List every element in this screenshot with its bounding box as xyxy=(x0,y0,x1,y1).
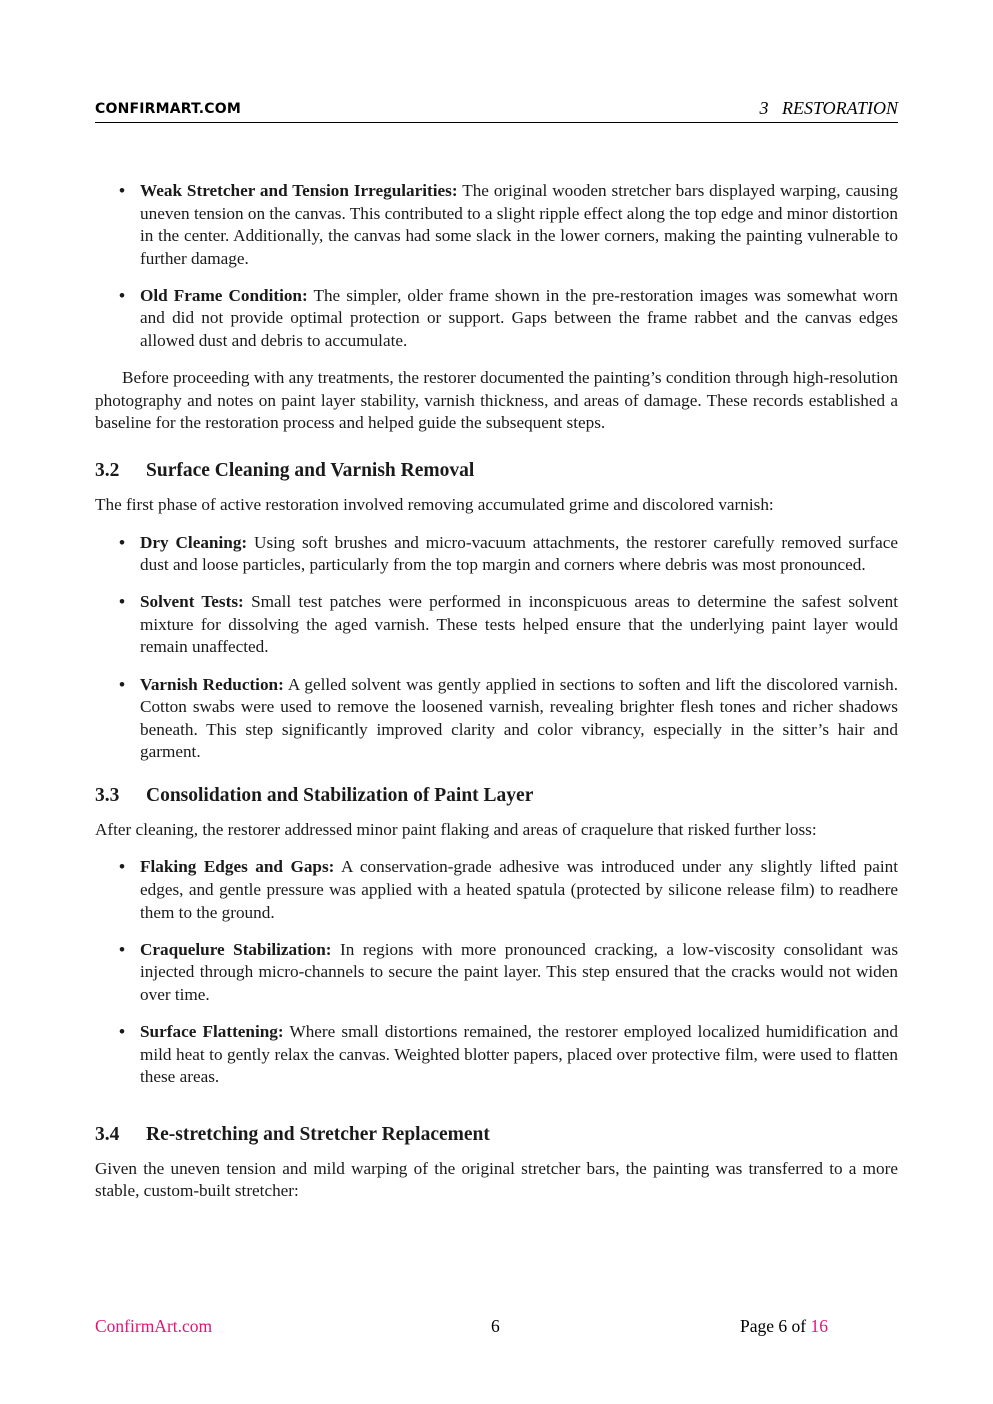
item-text: The simpler, older frame shown in the pre-restoration images was somewhat worn and did not provide optimal protection or support. Gaps between the frame rabbet and the canvas edges allowed dust and debris to accumulate. xyxy=(140,285,898,351)
bullet-icon: • xyxy=(119,674,126,694)
documentation-paragraph: Before proceeding with any treatments, the restorer documented the painting’s condition through high-resolution photography and notes on paint layer stability, varnish thickness, and areas of damage. These records established a baseline for the restoration process and helped guide the subsequent steps. xyxy=(95,368,898,433)
section-number: 3.3 xyxy=(95,784,120,806)
section-intro: The first phase of active restoration involved removing accumulated grime and discolored varnish: xyxy=(95,494,774,514)
section-number: 3.2 xyxy=(95,459,120,481)
section-heading-3-3 xyxy=(95,784,898,808)
item-title: Solvent Tests: xyxy=(140,592,244,612)
item-text: A gelled solvent was gently applied in sections to soften and lift the discolored varnish. Cotton swabs were used to remove the loosened varnish, revealing brighter flesh tones and richer shadows beneath. This step significantly improved clarity and color vibrancy, especially in the sitter’s hair and garment. xyxy=(140,674,898,762)
item-title: Craquelure Stabilization: xyxy=(140,939,332,959)
section-heading-3-2 xyxy=(95,459,898,483)
cleaning-list xyxy=(95,532,898,764)
item-text: Small test patches were performed in inconspicuous areas to determine the safest solvent mixture for dissolving the aged varnish. These tests helped ensure that the underlying paint layer would remain unaffected. xyxy=(140,592,899,657)
list-item xyxy=(95,856,898,924)
footer-site-link[interactable]: ConfirmArt.com xyxy=(95,1316,213,1336)
item-text: In regions with more pronounced cracking, a low-viscosity consolidant was injected through micro-channels to secure the paint layer. This step ensured that the cracks would not widen over time. xyxy=(140,939,899,1004)
item-title: Weak Stretcher and Tension Irregularities: xyxy=(140,181,458,200)
page-header xyxy=(95,98,898,123)
page-of-label: Page 6 of xyxy=(740,1316,811,1336)
bullet-icon: • xyxy=(119,285,126,305)
list-item xyxy=(95,591,898,659)
item-title: Flaking Edges and Gaps: xyxy=(140,857,335,877)
list-item xyxy=(95,1021,898,1089)
item-title: Old Frame Condition: xyxy=(140,285,308,305)
list-item xyxy=(95,285,898,353)
footer-page-number: 6 xyxy=(491,1316,500,1336)
section-intro: Given the uneven tension and mild warping of the original stretcher bars, the painting was transferred to a more stable, custom-built stretcher: xyxy=(95,1158,898,1201)
total-pages-link[interactable]: 16 xyxy=(810,1316,828,1336)
bullet-icon: • xyxy=(119,1022,126,1042)
section-title: Consolidation and Stabilization of Paint Layer xyxy=(146,784,534,806)
item-title: Surface Flattening: xyxy=(140,1022,284,1042)
list-item xyxy=(95,674,898,764)
footer-page-count xyxy=(740,1316,828,1337)
bullet-icon: • xyxy=(119,939,126,959)
bullet-icon: • xyxy=(119,857,126,877)
item-title: Dry Cleaning: xyxy=(140,532,248,552)
page-footer xyxy=(95,1316,898,1338)
main-content xyxy=(95,180,898,1203)
bullet-icon: • xyxy=(119,181,126,200)
list-item xyxy=(95,180,898,270)
section-number: 3.4 xyxy=(95,1123,120,1145)
item-text: Using soft brushes and micro-vacuum attachments, the restorer carefully removed surface dust and loose particles, particularly from the top margin and corners where debris was most pronounced. xyxy=(140,532,899,575)
list-item xyxy=(95,532,898,577)
item-title: Varnish Reduction: xyxy=(140,674,284,694)
damage-list xyxy=(95,180,898,353)
list-item xyxy=(95,939,898,1007)
bullet-icon: • xyxy=(119,592,126,612)
site-logo: CONFIRMART.COM xyxy=(95,101,242,117)
section-title: Surface Cleaning and Varnish Removal xyxy=(146,459,475,481)
item-text: Where small distortions remained, the restorer employed localized humidification and mild heat to gently relax the canvas. Weighted blotter papers, placed over protective film, were used to flatten these areas. xyxy=(140,1022,898,1087)
bullet-icon: • xyxy=(119,532,126,552)
running-head: 3 RESTORATION xyxy=(759,98,898,118)
section-heading-3-4 xyxy=(95,1123,898,1147)
consolidation-list xyxy=(95,856,898,1088)
section-title: Re-stretching and Stretcher Replacement xyxy=(146,1123,490,1145)
item-text: The original wooden stretcher bars displayed warping, causing uneven tension on the canvas. This contributed to a slight ripple effect along the top edge and minor distortion in the center. Additionally, the canvas had some slack in the lower corners, making the painting vulnerable to further damage. xyxy=(140,181,898,268)
item-text: A conservation-grade adhesive was introduced under any slightly lifted paint edges, and gentle pressure was applied with a heated spatula (protected by silicone release film) to readhere them to the ground. xyxy=(140,857,898,922)
section-intro: After cleaning, the restorer addressed minor paint flaking and areas of craquelure that risked further loss: xyxy=(95,819,817,839)
